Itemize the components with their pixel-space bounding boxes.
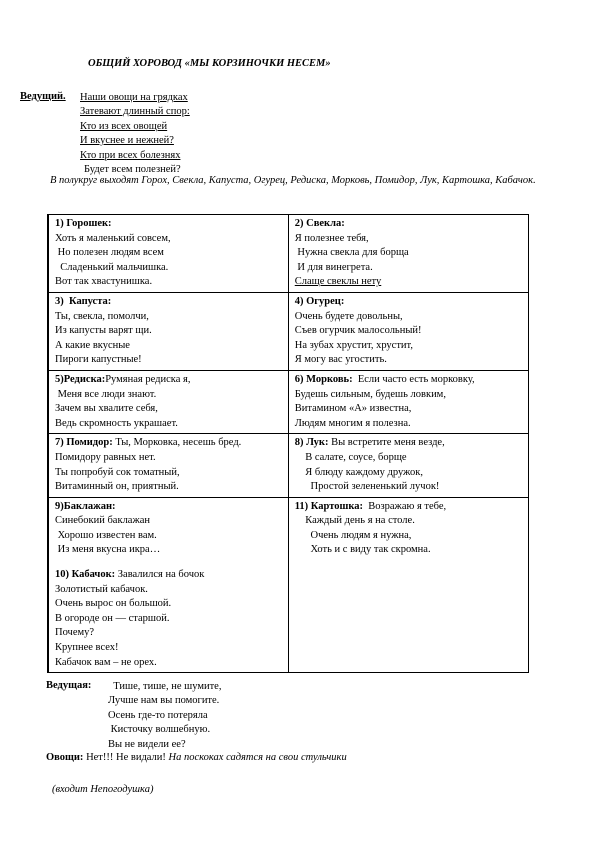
leader-line: Будет всем полезней? [84,163,181,175]
role-name: 3) Капуста: [55,295,112,307]
verse-line: А какие вкусные [55,339,130,351]
role-name: 7) Помидор: [55,437,113,449]
verse-line: И для винегрета. [294,261,373,273]
leader2-line: Вы не видели ее? [108,738,186,750]
leader2-line: Осень где-то потеряла [108,709,208,721]
verse-line: Ведь скромность украшает. [55,417,178,429]
vegetables-name: Овощи: [46,752,84,763]
leader-line: Кто из всех овощей [80,120,168,132]
role-heading [55,373,283,388]
verse-line: Я полезнее тебя, [294,232,369,244]
roles-table [47,214,529,673]
role-heading [55,500,283,515]
verse-line: Я могу вас угостить. [294,354,387,366]
role-name: 4) Огурец: [294,295,345,307]
verse-line: Зачем вы хвалите себя, [55,403,158,415]
stage-direction: В полукруг выходят Горох, Свекла, Капуста, Огурец, Редиска, Морковь, Помидор, Лук, Картошка, Кабачок. [50,175,536,186]
vegetables-line [46,752,347,763]
verse-line: Хоть я маленький совсем, [55,232,171,244]
verse-line: Меня все люди знают. [55,388,157,400]
role-first-line: Если часто есть морковку, [352,373,475,385]
verse-line: Очень людям я нужна, [294,529,412,541]
verse-line: Съев огурчик малосольный! [294,325,422,337]
verse-line: Вот так хвастунишка. [55,276,153,288]
role-heading [295,500,523,515]
role-cell [48,292,288,370]
role-heading [55,436,283,451]
verse-line: Пироги капустные! [55,354,142,366]
verse-line: Ты, свекла, помолчи, [55,310,149,322]
vegetables-direction: На поскоках садятся на свои стульчики [165,752,347,763]
verse-line: Золотистый кабачок. [55,583,148,595]
role-heading [295,436,523,451]
leader-line: Затевают длинный спор: [80,106,190,118]
verse-line: Почему? [55,627,95,639]
table-row [48,434,529,497]
verse-line: Очень будете довольны, [294,310,403,322]
role-cell [48,434,288,497]
role-cell [288,370,528,433]
role-name: 1) Горошек: [55,218,112,229]
verse-line: Кабачок вам – не орех. [55,656,157,668]
role-heading [55,295,283,310]
leader-speech [80,91,190,177]
role-first-line: Вы встретите меня везде, [328,437,445,449]
role-name: 6) Морковь: [294,373,353,385]
role-name: 5)Редиска: [55,373,106,385]
verse-line: Помидору равных нет. [55,451,156,463]
role-first-line: Ты, Морковка, несешь бред. [112,437,242,449]
verse-line: Из капусты варят щи. [55,325,152,337]
table-row [48,292,529,370]
role-heading [295,217,523,232]
verse-line: В огороде он — старшой. [55,612,170,624]
role-heading [295,373,523,388]
role-cell [288,497,528,673]
role-cell [288,215,528,293]
leader2-name: Ведущая: [46,680,92,691]
role-name: 2) Свекла: [294,218,345,229]
role-name: 10) Кабачок: [55,569,116,581]
verse-line: На зубах хрустит, хрустит, [294,339,413,351]
role-cell [288,292,528,370]
role-name: 11) Картошка: [294,500,363,512]
role-cell [48,215,288,293]
table-row [48,215,529,293]
leader-name: Ведущий. [20,91,66,102]
role-cell [48,497,288,673]
verse-line: Витамином «А» известна, [294,403,412,415]
role-name: 8) Лук: [294,437,329,449]
verse-line: Простой зелененький лучок! [294,481,440,493]
leader2-line: Лучше нам вы помогите. [108,695,220,707]
verse-line: Будешь сильным, будешь ловким, [294,388,446,400]
verse-line: Синебокий баклажан [55,515,150,527]
verse-line: Я блюду каждому дружок, [294,466,424,478]
page-title: ОБЩИЙ ХОРОВОД «МЫ КОРЗИНОЧКИ НЕСЕМ» [88,58,331,69]
verse-line: Слаще свеклы нету [294,276,382,288]
leader2-line: Тише, тише, не шумите, [108,681,222,692]
block-gap [55,558,283,568]
verse-line: Хорошо известен вам. [55,529,157,541]
verse-line: Ты попробуй сок томатный, [55,466,180,478]
verse-line: Нужна свекла для борща [294,247,409,259]
verse-line: Людям многим я полезна. [294,417,411,429]
role-cell [48,370,288,433]
verse-line: Но полезен людям всем [55,247,164,259]
verse-line: Очень вырос он большой. [55,598,172,610]
role-first-line: Возражаю я тебе, [363,500,447,512]
verse-line: Хоть и с виду так скромна. [294,544,431,556]
role-first-line: Завалился на бочок [115,569,205,581]
leader-line: Кто при всех болезнях [80,149,181,161]
verse-line: Из меня вкусна икра… [55,544,161,556]
leader2-speech [108,680,221,752]
role-first-line: Румяная редиска я, [105,373,191,385]
verse-line: Витаминный он, приятный. [55,481,179,493]
verse-line: В салате, соусе, борще [294,451,407,463]
verse-line: Крупнее всех! [55,642,119,654]
role-heading [55,568,283,583]
table-row [48,497,529,673]
leader2-line: Кисточку волшебную. [108,724,211,736]
table-row [48,370,529,433]
role-cell [288,434,528,497]
verse-line: Сладенький мальчишка. [55,261,169,273]
enter-direction: (входит Непогодушка) [52,784,154,795]
leader-line: И вкуснее и нежней? [80,135,174,147]
role-heading [55,217,283,232]
verse-line: Каждый день я на столе. [294,515,415,527]
role-name: 9)Баклажан: [55,500,116,512]
role-heading [295,295,523,310]
leader-line: Наши овощи на грядках [80,92,188,103]
vegetables-speech: Нет!!! Не видали! [83,752,166,763]
